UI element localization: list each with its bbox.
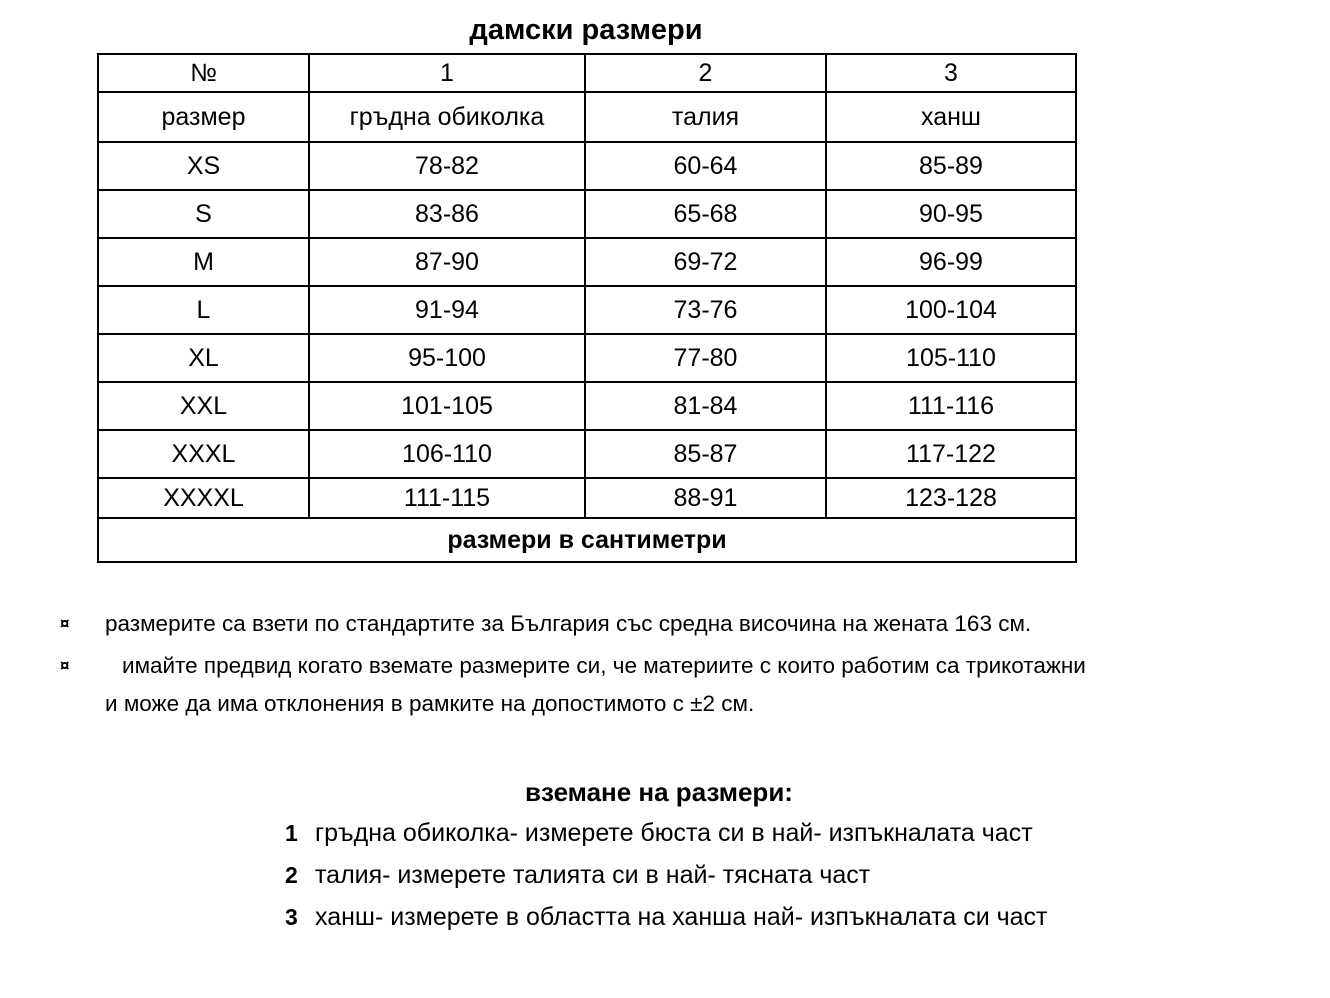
page-title: дамски размери: [469, 14, 703, 46]
bust-cell: 78-82: [309, 142, 585, 190]
table-footer-row: [98, 518, 1076, 562]
hips-cell: 85-89: [826, 142, 1076, 190]
list-item-number: 1: [285, 820, 298, 846]
table-row-xxxxl: [98, 478, 1076, 518]
size-cell: L: [98, 286, 309, 334]
hips-cell: 96-99: [826, 238, 1076, 286]
list-item: [285, 819, 1330, 861]
bust-cell: 95-100: [309, 334, 585, 382]
header-cell-3: 3: [826, 54, 1076, 92]
list-item-number: 3: [285, 904, 298, 930]
hips-cell: 100-104: [826, 286, 1076, 334]
note-item: [60, 605, 1330, 643]
currency-bullet-icon: ¤: [60, 614, 70, 633]
list-item-text: гръдна обиколка- измерете бюста си в най- изпъкналата част: [315, 819, 1033, 847]
header-cell-1: 1: [309, 54, 585, 92]
hips-cell: 105-110: [826, 334, 1076, 382]
hips-cell: 117-122: [826, 430, 1076, 478]
size-cell: XXL: [98, 382, 309, 430]
note-line: размерите са взети по стандартите за България със средна височина на жената 163 см.: [105, 611, 1032, 636]
header-cell-waist: талия: [585, 92, 826, 142]
waist-cell: 69-72: [585, 238, 826, 286]
hips-cell: 90-95: [826, 190, 1076, 238]
waist-cell: 88-91: [585, 478, 826, 518]
table-row-xxl: [98, 382, 1076, 430]
note-item: [60, 647, 1330, 723]
currency-bullet-icon: ¤: [60, 656, 70, 675]
bust-cell: 106-110: [309, 430, 585, 478]
bust-cell: 83-86: [309, 190, 585, 238]
size-cell: XXXXL: [98, 478, 309, 518]
list-item: [285, 903, 1330, 945]
table-row-xs: [98, 142, 1076, 190]
hips-cell: 123-128: [826, 478, 1076, 518]
waist-cell: 65-68: [585, 190, 826, 238]
list-item-number: 2: [285, 862, 298, 888]
table-row-xl: [98, 334, 1076, 382]
header-cell-bust: гръдна обиколка: [309, 92, 585, 142]
hips-cell: 111-116: [826, 382, 1076, 430]
table-row-m: [98, 238, 1076, 286]
bust-cell: 87-90: [309, 238, 585, 286]
table-row-xxxl: [98, 430, 1076, 478]
table-header-row-numbers: [98, 54, 1076, 92]
header-cell-hips: ханш: [826, 92, 1076, 142]
size-cell: XS: [98, 142, 309, 190]
table-row-l: [98, 286, 1076, 334]
waist-cell: 73-76: [585, 286, 826, 334]
bust-cell: 111-115: [309, 478, 585, 518]
waist-cell: 77-80: [585, 334, 826, 382]
measuring-list: [285, 819, 1330, 945]
list-item-text: ханш- измерете в областта на ханша най- изпъкналата си част: [315, 903, 1048, 931]
list-item-text: талия- измерете талията си в най- тясната част: [315, 861, 871, 889]
size-cell: M: [98, 238, 309, 286]
note-line: имайте предвид когато вземате размерите си, че материите с които работим са трикотажни: [122, 653, 1086, 678]
measuring-heading: вземане на размери:: [525, 777, 793, 807]
table-header-row-labels: [98, 92, 1076, 142]
waist-cell: 85-87: [585, 430, 826, 478]
list-item: [285, 861, 1330, 903]
header-cell-size: размер: [98, 92, 309, 142]
bust-cell: 101-105: [309, 382, 585, 430]
size-cell: S: [98, 190, 309, 238]
note-line: и може да има отклонения в рамките на допостимото с ±2 см.: [105, 691, 755, 716]
waist-cell: 60-64: [585, 142, 826, 190]
size-cell: XL: [98, 334, 309, 382]
header-cell-no: №: [98, 54, 309, 92]
bust-cell: 91-94: [309, 286, 585, 334]
table-row-s: [98, 190, 1076, 238]
notes-section: [60, 605, 1330, 723]
size-table: [97, 53, 1077, 563]
waist-cell: 81-84: [585, 382, 826, 430]
header-cell-2: 2: [585, 54, 826, 92]
size-cell: XXXL: [98, 430, 309, 478]
table-footer-cell: размери в сантиметри: [98, 518, 1076, 562]
